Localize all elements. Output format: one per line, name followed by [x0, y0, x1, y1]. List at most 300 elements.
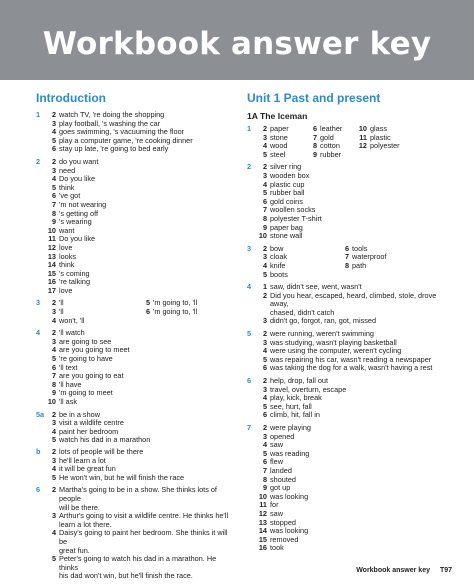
item-number: 16: [258, 543, 267, 553]
unit1-exercise-2: [247, 163, 452, 240]
item-answer: Do you like: [59, 234, 96, 244]
answer-line: [36, 529, 229, 546]
unit1-heading: Unit 1 Past and present: [247, 91, 381, 105]
item-answer: shouted: [270, 474, 296, 484]
exercise-number: [247, 411, 258, 420]
item-answer: lots of people will be there: [59, 446, 144, 456]
exercise-number: [36, 398, 47, 407]
exercise-number: [247, 386, 258, 395]
item-answer: need: [59, 165, 76, 175]
exercise-number: [36, 128, 47, 137]
item-number: 5: [262, 149, 267, 159]
item-number: 2: [262, 376, 267, 386]
answer-line: [247, 317, 452, 326]
answer-line: [247, 151, 452, 160]
exercise-number: [36, 512, 47, 521]
answer-line: [36, 572, 229, 581]
item-number: 5: [262, 269, 267, 279]
item-answer: watch TV, 're doing the shopping: [59, 110, 165, 119]
exercise-number: [247, 151, 258, 160]
answer-cell: [358, 142, 400, 151]
item-number: 7: [51, 371, 56, 381]
item-number: 11: [259, 500, 267, 510]
item-number: 2: [51, 156, 56, 166]
item-number: 9: [51, 388, 56, 398]
item-number: 2: [262, 329, 267, 339]
item-answer: saw: [270, 440, 283, 450]
item-number: 3: [51, 118, 56, 128]
item-number: 2: [262, 243, 267, 253]
item-answer: path: [352, 260, 367, 270]
item-number: 4: [51, 426, 56, 436]
answer-line: [247, 411, 452, 420]
item-number: 2: [51, 298, 56, 308]
item-answer: plastic cup: [270, 179, 305, 189]
item-answer: cloak: [270, 252, 288, 262]
item-number: 6: [262, 196, 267, 206]
item-number: 5: [51, 435, 56, 445]
exercise-number: [36, 521, 47, 530]
item-number: 3: [262, 431, 267, 441]
exercise-number: [36, 547, 47, 556]
item-answer: learn a lot there.: [59, 519, 112, 529]
exercise-number: [36, 317, 47, 326]
item-number: 6: [51, 362, 56, 372]
item-answer: Arthur's going to visit a wildlife centre. He thinks he'll: [59, 511, 229, 521]
intro-exercise-b: [36, 448, 229, 482]
unit1-exercise-6: [247, 377, 452, 420]
exercise-number: [36, 270, 47, 279]
item-number: 6: [262, 410, 267, 420]
item-answer: play, kick, break: [270, 393, 322, 403]
item-answer: 'm going to, 'll: [153, 298, 198, 308]
item-answer: paint her bedroom: [59, 426, 119, 436]
item-answer: love: [59, 285, 73, 295]
item-number: 4: [51, 174, 56, 184]
item-answer: were playing: [270, 423, 311, 432]
exercise-number: [247, 484, 258, 493]
item-number: 2: [262, 124, 267, 133]
item-number: 2: [51, 485, 56, 495]
item-number: 5: [145, 298, 150, 308]
item-number: 2: [262, 162, 267, 172]
item-answer: was reading: [270, 448, 310, 458]
item-answer: boots: [270, 269, 288, 279]
item-number: 6: [312, 124, 317, 133]
item-answer: 'll ask: [59, 397, 78, 406]
page-footer: [348, 567, 452, 574]
answer-line: [247, 544, 452, 553]
item-answer: gold coins: [270, 196, 303, 206]
exercise-number: [247, 403, 258, 412]
item-number: 15: [258, 534, 267, 544]
item-answer: 'll watch: [59, 328, 85, 338]
item-answer: stay up late, 're going to bed early: [59, 144, 169, 154]
item-answer: visit a wildlife centre: [59, 418, 124, 428]
item-number: 3: [262, 337, 267, 347]
item-answer: He won't win, but he will finish the race: [59, 472, 185, 482]
item-answer: wooden box: [270, 170, 310, 180]
exercise-number: [247, 224, 258, 233]
item-number: 13: [47, 251, 56, 261]
exercise-number: [36, 244, 47, 253]
item-number: 6: [344, 243, 349, 253]
item-number: 4: [262, 141, 267, 151]
answer-line: [36, 555, 229, 572]
item-number: 3: [262, 384, 267, 394]
item-answer: Peter's going to watch his dad in a marathon. He thinks: [59, 554, 217, 572]
item-answer: 'm not wearing: [59, 199, 107, 209]
exercise-number: [247, 181, 258, 190]
answer-cell: [340, 262, 366, 271]
item-answer: 're going to have: [59, 354, 113, 364]
item-answer: took: [270, 543, 284, 553]
item-answer: it will be great fun: [59, 464, 116, 474]
item-answer: landed: [270, 465, 292, 475]
exercise-number: [247, 467, 258, 476]
item-answer: help, drop, fall out: [270, 376, 329, 386]
lesson-subheading: 1A The Iceman: [247, 111, 308, 121]
item-answer: saw, didn't see, went, wasn't: [270, 282, 362, 292]
item-answer: silver ring: [270, 162, 302, 172]
item-answer: 'll: [59, 307, 64, 317]
exercise-number: [36, 201, 47, 210]
item-answer: do you want: [59, 156, 99, 166]
item-answer: didn't go, forgot, ran, got, missed: [270, 316, 377, 326]
item-answer: goes swimming, 's vacuuming the floor: [59, 127, 185, 137]
intro-exercise-4: [36, 329, 229, 406]
exercise-number: [36, 572, 47, 581]
item-number: 3: [51, 418, 56, 428]
item-answer: waterproof: [352, 252, 387, 262]
exercise-number: [36, 504, 47, 513]
item-number: 13: [258, 517, 267, 527]
item-number: 5: [51, 182, 56, 192]
item-answer: play a computer game, 're cooking dinner: [59, 135, 193, 145]
exercise-number: 5: [247, 329, 252, 339]
item-number: 6: [262, 457, 267, 467]
exercise-number: [36, 261, 47, 270]
item-number: 15: [47, 268, 56, 278]
exercise-number: [247, 433, 258, 442]
answer-line: [247, 292, 452, 309]
exercise-number: [247, 206, 258, 215]
exercise-number: [247, 172, 258, 181]
item-number: 5: [262, 188, 267, 198]
unit1-exercise-5: [247, 330, 452, 373]
exercise-number: [36, 346, 47, 355]
item-number: 8: [312, 141, 317, 151]
item-number: 12: [258, 508, 267, 518]
item-number: 5: [51, 554, 56, 564]
exercise-number: [36, 389, 47, 398]
item-answer: chased, didn't catch: [270, 307, 335, 317]
item-answer: opened: [270, 431, 295, 441]
exercise-number: [247, 476, 258, 485]
item-answer: was taking the dog for a walk, wasn't having a rest: [270, 363, 433, 373]
exercise-number: [247, 356, 258, 365]
answer-line: [36, 145, 229, 154]
item-number: 3: [51, 307, 56, 317]
exercise-number: [247, 364, 258, 373]
item-number: 8: [51, 208, 56, 218]
intro-exercise-6: [36, 486, 229, 581]
unit1-exercise-7: [247, 424, 452, 553]
item-answer: 's coming: [59, 268, 90, 278]
item-number: 8: [262, 474, 267, 484]
item-answer: was studying, wasn't playing basketball: [270, 337, 397, 347]
item-number: 11: [359, 132, 367, 142]
item-answer: were using the computer, weren't cycling: [270, 346, 402, 356]
item-answer: paper: [270, 124, 289, 133]
item-number: 3: [51, 511, 56, 521]
exercise-number: [247, 450, 258, 459]
exercise-number: 4: [247, 282, 252, 292]
item-number: 6: [51, 144, 56, 154]
item-answer: saw: [270, 508, 283, 518]
answer-line: [36, 486, 229, 503]
item-number: 2: [51, 328, 56, 338]
item-answer: think: [59, 260, 75, 270]
item-number: 14: [258, 526, 267, 536]
answer-line: [36, 317, 229, 326]
exercise-number: [247, 339, 258, 348]
item-answer: knife: [270, 260, 286, 270]
item-number: 3: [262, 132, 267, 142]
exercise-number: [36, 278, 47, 287]
answer-line: [36, 474, 229, 483]
intro-exercise-2: [36, 158, 229, 296]
item-number: 2: [51, 110, 56, 119]
item-number: 5: [51, 354, 56, 364]
item-answer: was looking: [270, 491, 309, 501]
exercise-number: [36, 355, 47, 364]
item-answer: removed: [270, 534, 299, 544]
item-answer: polyester: [370, 141, 400, 151]
footer-label: Workbook answer key: [356, 567, 430, 574]
unit1-exercise-4: [247, 283, 452, 326]
exercise-number: [247, 309, 258, 318]
exercise-number: [247, 189, 258, 198]
item-answer: 've got: [59, 191, 81, 201]
exercise-number: [247, 142, 258, 151]
exercise-number: [36, 372, 47, 381]
exercise-number: 6: [247, 376, 252, 386]
exercise-number: [247, 544, 258, 553]
item-number: 7: [344, 252, 349, 262]
exercise-number: 1: [247, 124, 252, 133]
exercise-number: 3: [247, 243, 252, 253]
exercise-number: 7: [247, 423, 252, 432]
item-answer: was repairing his car, wasn't reading a newspaper: [270, 354, 432, 364]
exercise-number: 5a: [36, 409, 45, 419]
exercise-number: [247, 441, 258, 450]
item-answer: are going to see: [59, 336, 112, 346]
item-answer: want: [59, 225, 75, 235]
item-answer: stone wall: [270, 231, 303, 241]
exercise-number: [36, 338, 47, 347]
exercise-number: [36, 137, 47, 146]
item-number: 4: [51, 345, 56, 355]
item-number: 12: [358, 141, 367, 151]
exercise-number: [247, 232, 258, 241]
item-answer: rubber: [320, 149, 342, 159]
item-answer: watch his dad in a marathon: [59, 435, 151, 445]
unit1-exercise-1: [247, 125, 452, 159]
item-answer: woollen socks: [270, 205, 316, 215]
exercise-number: 2: [36, 156, 41, 166]
item-number: 11: [48, 234, 56, 244]
exercise-number: [247, 493, 258, 502]
exercise-number: [36, 120, 47, 129]
item-answer: for: [270, 500, 279, 510]
exercise-number: b: [36, 446, 41, 456]
item-answer: stopped: [270, 517, 296, 527]
item-answer: 'll text: [59, 362, 78, 372]
exercise-number: [36, 287, 47, 296]
exercise-number: 2: [247, 162, 252, 172]
item-number: 9: [51, 217, 56, 227]
exercise-number: [36, 529, 47, 546]
exercise-number: [36, 184, 47, 193]
item-number: 4: [262, 260, 267, 270]
exercise-number: [36, 474, 47, 483]
exercise-number: [36, 145, 47, 154]
exercise-number: [36, 419, 47, 428]
item-number: 5: [51, 135, 56, 145]
exercise-number: [247, 262, 258, 271]
exercise-number: [247, 271, 258, 280]
exercise-number: [36, 227, 47, 236]
item-answer: looks: [59, 251, 77, 261]
item-answer: are you going to meet: [59, 345, 130, 355]
item-answer: think: [59, 182, 75, 192]
exercise-number: [36, 555, 47, 572]
exercise-number: [247, 292, 258, 309]
exercise-number: [247, 134, 258, 143]
item-number: 6: [262, 363, 267, 373]
item-number: 8: [51, 379, 56, 389]
exercise-number: [36, 457, 47, 466]
answer-cell: [308, 151, 358, 160]
item-number: 8: [262, 213, 267, 223]
item-number: 6: [145, 307, 150, 317]
item-number: 6: [51, 191, 56, 201]
answer-line: [36, 287, 229, 296]
item-answer: 'll: [59, 298, 64, 308]
item-number: 17: [47, 285, 56, 295]
item-answer: Do you like: [59, 174, 96, 184]
item-number: 4: [262, 179, 267, 189]
item-answer: are you going to eat: [59, 371, 124, 381]
item-number: 5: [262, 354, 267, 364]
item-number: 4: [51, 464, 56, 474]
item-number: 10: [47, 225, 56, 235]
exercise-number: [247, 527, 258, 536]
item-answer: Martha's going to be in a show. She thinks lots of people: [59, 485, 217, 503]
item-number: 9: [262, 483, 267, 493]
exercise-number: [36, 167, 47, 176]
exercise-number: [247, 253, 258, 262]
item-answer: rubber ball: [270, 188, 305, 198]
exercise-number: [36, 218, 47, 227]
exercise-number: [36, 175, 47, 184]
introduction-heading: Introduction: [36, 91, 106, 105]
exercise-number: [247, 347, 258, 356]
item-answer: won't, 'll: [59, 315, 85, 325]
item-answer: his dad won't win, but he'll finish the race.: [59, 571, 193, 581]
item-number: 7: [51, 199, 56, 209]
item-answer: glass: [370, 124, 388, 133]
exercise-number: [247, 317, 258, 326]
item-answer: great fun.: [59, 545, 90, 555]
item-number: 4: [262, 346, 267, 356]
item-answer: Daisy's going to paint her bedroom. She thinks it will be: [59, 528, 228, 546]
item-number: 7: [312, 132, 317, 142]
item-number: 12: [47, 242, 56, 252]
answer-line: [36, 436, 229, 445]
exercise-number: 1: [36, 110, 41, 119]
item-answer: were running, weren't swimming: [270, 329, 374, 339]
item-number: 5: [51, 472, 56, 482]
item-number: 7: [262, 465, 267, 475]
item-answer: plastic: [370, 132, 391, 142]
item-answer: tools: [352, 243, 368, 253]
exercise-number: [36, 364, 47, 373]
item-number: 14: [47, 260, 56, 270]
item-number: 3: [262, 316, 267, 326]
intro-exercise-3: [36, 299, 229, 325]
exercise-number: [36, 465, 47, 474]
item-answer: 's wearing: [59, 217, 92, 227]
exercise-number: [36, 308, 47, 317]
item-number: 9: [312, 149, 317, 159]
item-number: 5: [262, 448, 267, 458]
answer-line: [247, 364, 452, 373]
exercise-number: [36, 210, 47, 219]
item-number: 2: [51, 409, 56, 419]
page-title: Workbook answer key: [42, 26, 432, 62]
item-number: 3: [262, 170, 267, 180]
item-answer: love: [59, 242, 73, 252]
item-number: 3: [51, 336, 56, 346]
item-answer: climb, hit, fall in: [270, 410, 320, 420]
item-number: 4: [262, 440, 267, 450]
item-answer: bow: [270, 243, 284, 253]
exercise-number: 3: [36, 298, 41, 308]
item-number: 4: [51, 315, 56, 325]
item-answer: 's getting off: [59, 208, 98, 218]
item-answer: 'm going to meet: [59, 388, 113, 398]
exercise-number: [247, 458, 258, 467]
item-number: 4: [51, 127, 56, 137]
item-answer: 'll have: [59, 379, 82, 389]
item-answer: will be there.: [59, 502, 100, 512]
exercise-number: [36, 381, 47, 390]
item-answer: flew: [270, 457, 283, 467]
item-answer: be in a show: [59, 409, 100, 419]
item-answer: steel: [270, 149, 286, 159]
exercise-number: [36, 253, 47, 262]
item-number: 5: [262, 401, 267, 411]
item-answer: play football, 's washing the car: [59, 118, 161, 128]
exercise-number: [247, 215, 258, 224]
item-answer: was looking: [270, 526, 309, 536]
exercise-number: [247, 536, 258, 545]
item-number: 2: [262, 423, 267, 432]
item-answer: polyester T-shirt: [270, 213, 322, 223]
item-number: 2: [262, 290, 267, 300]
